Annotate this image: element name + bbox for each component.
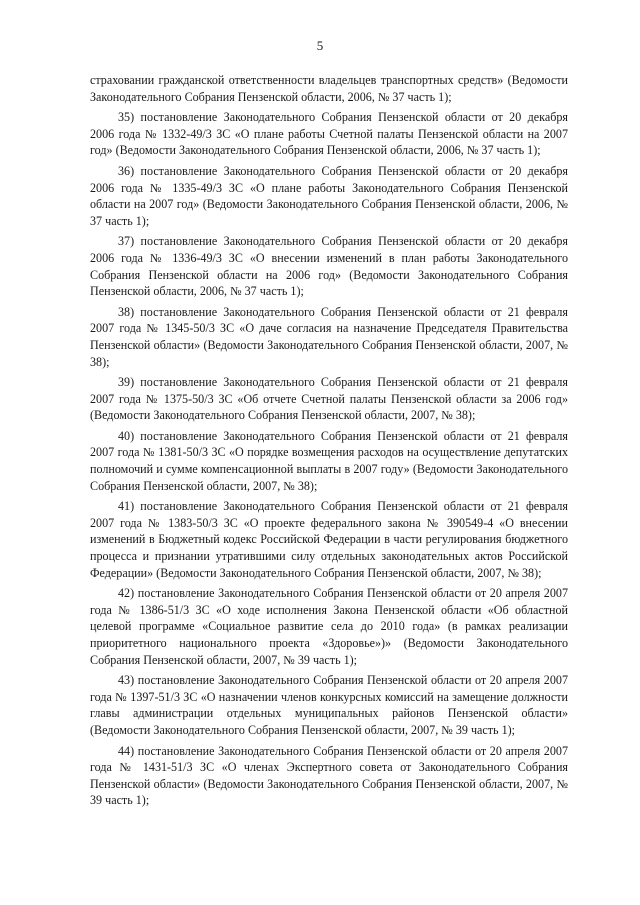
paragraph-item-44: 44) постановление Законодательного Собрания Пензенской области от 20 апреля 2007 года № 1431-51/3 ЗС «О членах Экспертного совета от Законодательного Собрания Пензенской области» (Ведомости Законодательного Собрания Пензенской области, 2007, № 39 часть 1); — [90, 743, 568, 808]
paragraph-item-43: 43) постановление Законодательного Собрания Пензенской области от 20 апреля 2007 года № 1397-51/3 ЗС «О назначении членов конкурсных комиссий на замещение должности главы администрации отдельных муниципальных районов Пензенской области» (Ведомости Законодательного Собрания Пензенской области, 2007, № 39 часть 1); — [90, 673, 568, 737]
paragraph-item-37: 37) постановление Законодательного Собрания Пензенской области от 20 декабря 2006 года № 1336-49/3 ЗС «О внесении изменений в план работы Законодательного Собрания Пензенской области на 2006 год» (Ведомости Законодательного Собрания Пензенской области, 2006, № 37 часть 1); — [90, 234, 568, 299]
paragraph-item-36: 36) постановление Законодательного Собрания Пензенской области от 20 декабря 2006 года № 1335-49/3 ЗС «О плане работы Законодательного Собрания Пензенской области на 2007 год» (Ведомости Законодательного Собрания Пензенской области, 2006, № 37 часть 1); — [90, 163, 568, 228]
paragraph-item-35: 35) постановление Законодательного Собрания Пензенской области от 20 декабря 2006 года № 1332-49/3 ЗС «О плане работы Счетной палаты Пензенской области на 2007 год» (Ведомости Законодательного Собрания Пензенской области, 2006, № 37 часть 1); — [90, 110, 568, 158]
paragraph-item-40: 40) постановление Законодательного Собрания Пензенской области от 21 февраля 2007 года № 1381-50/3 ЗС «О порядке возмещения расходов на осуществление депутатских полномочий и сумме компенсационной выплаты в 2007 году» (Ведомости Законодательного Собрания Пензенской области, 2007, № 38); — [90, 428, 568, 493]
paragraph-item-38: 38) постановление Законодательного Собрания Пензенской области от 21 февраля 2007 года № 1345-50/3 ЗС «О даче согласия на назначение Председателя Правительства Пензенской области» (Ведомости Законодательного Собрания Пензенской области, 2007, № 38); — [90, 304, 568, 369]
paragraph-item-42: 42) постановление Законодательного Собрания Пензенской области от 20 апреля 2007 года № 1386-51/3 ЗС «О ходе исполнения Закона Пензенской области «Об областной целевой программе «Социальное развитие села до 2010 года» (в рамках реализации приоритетного национального проекта «Здоровье»)» (Ведомости Законодательного Собрания Пензенской области, 2007, № 39 часть 1); — [90, 586, 568, 667]
paragraph-continuation: страховании гражданской ответственности владельцев транспортных средств» (Ведомости Законодательного Собрания Пензенской области, 2006, № 37 часть 1); — [90, 73, 568, 104]
paragraph-item-41: 41) постановление Законодательного Собрания Пензенской области от 21 февраля 2007 года № 1383-50/3 ЗС «О проекте федерального закона № 390549-4 «О внесении изменений в Бюджетный кодекс Российской Федерации в части регулирования бюджетного процесса и признании утратившими силу отдельных законодательных актов Российской Федерации» (Ведомости Законодательного Собрания Пензенской области, 2007, № 38); — [90, 499, 568, 580]
document-body — [90, 72, 568, 813]
page-number: 5 — [316, 38, 324, 53]
paragraph-item-39: 39) постановление Законодательного Собрания Пензенской области от 21 февраля 2007 года № 1375-50/3 ЗС «Об отчете Счетной палаты Пензенской области за 2006 год» (Ведомости Законодательного Собрания Пензенской области, 2007, № 38); — [90, 375, 568, 423]
